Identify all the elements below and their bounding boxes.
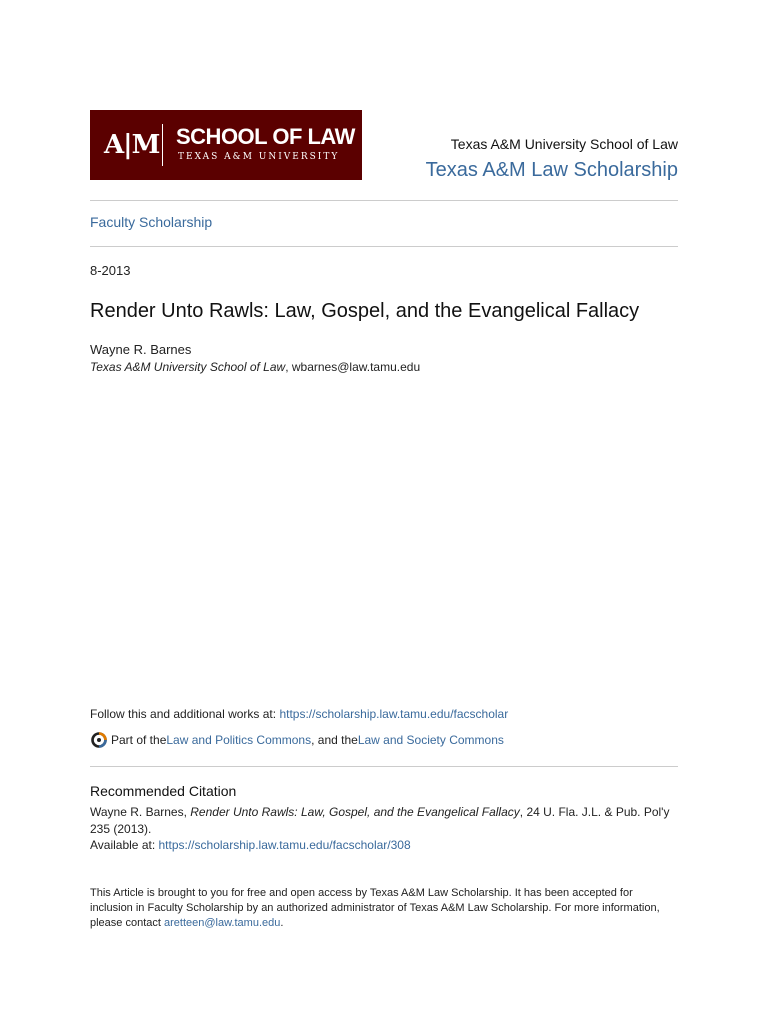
follow-url-link[interactable]: https://scholarship.law.tamu.edu/facscholar [279,707,509,721]
atm-logo-mark: A|M [104,130,160,160]
available-at-line [90,838,411,852]
divider-series [90,246,678,247]
logo-main-text: SCHOOL OF LAW [176,124,355,149]
contact-email-link[interactable]: aretteen@law.tamu.edu [164,917,281,929]
publication-date: 8-2013 [90,263,131,278]
citation-rest: , 24 U. Fla. J.L. & Pub. Pol'y 235 (2013). [90,805,670,836]
series-link[interactable]: Faculty Scholarship [90,214,213,230]
law-society-commons-link[interactable]: Law and Society Commons [357,733,504,747]
available-label: Available at: [90,838,159,852]
access-notice-text: This Article is brought to you for free and open access by Texas A&M Law Scholarship. It has been accepted for inclusion in Faculty Scholarship by an authorized administrator of Texas A&M Law Scholarship. For more information, please contact [90,887,660,929]
divider-citation [90,766,678,767]
citation-text [90,804,678,838]
article-title: Render Unto Rawls: Law, Gospel, and the Evangelical Fallacy [90,300,640,322]
author-email: wbarnes@law.tamu.edu [291,360,421,374]
part-of-prefix: Part of the [111,733,167,747]
commons-icon [90,731,108,749]
follow-line [90,707,508,721]
repository-link[interactable]: Texas A&M Law Scholarship [425,159,678,181]
author-institution: Texas A&M University School of Law [90,360,286,374]
divider-top [90,200,678,201]
access-notice [90,886,670,931]
header-right [426,134,678,184]
part-of-line [90,731,504,749]
author-name: Wayne R. Barnes [90,342,192,357]
recommended-citation-heading: Recommended Citation [90,783,237,799]
institution-name: Texas A&M University School of Law [450,136,678,152]
part-of-middle: , and the [311,733,358,747]
author-affiliation [90,360,420,374]
law-politics-commons-link[interactable]: Law and Politics Commons [166,733,312,747]
logo-divider [162,124,163,166]
citation-title: Render Unto Rawls: Law, Gospel, and the Evangelical Fallacy [190,805,520,819]
citation-author: Wayne R. Barnes, [90,805,191,819]
available-url-link[interactable]: https://scholarship.law.tamu.edu/facscholar/308 [158,838,411,852]
logo-sub-text: TEXAS A&M UNIVERSITY [178,152,340,162]
affiliation-separator: , [285,360,292,374]
access-notice-end: . [280,917,284,929]
school-of-law-logo[interactable] [90,110,362,180]
follow-label: Follow this and additional works at: [90,707,280,721]
